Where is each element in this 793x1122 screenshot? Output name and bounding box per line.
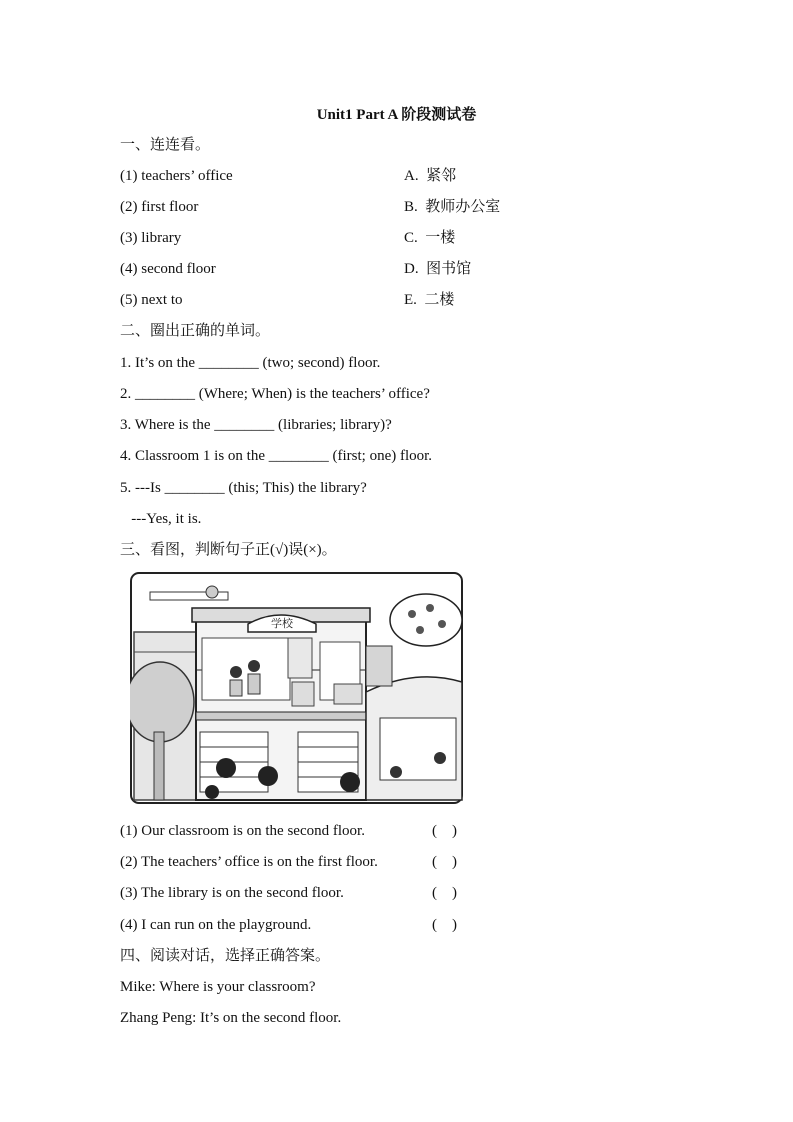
judge-item-1: (1) Our classroom is on the second floor. [120, 823, 365, 839]
section3-heading: 三、看图，判断句子正(√)误(×)。 [120, 542, 337, 558]
circle-question-3: 3. Where is the ________ (libraries; library)? [120, 417, 392, 433]
circle-question-2: 2. ________ (Where; When) is the teachers’ office? [120, 386, 430, 402]
dialogue-line-1: Mike: Where is your classroom? [120, 979, 316, 995]
match-left-1: (1) teachers’ office [120, 168, 233, 184]
school-illustration [130, 572, 463, 804]
circle-question-5: 5. ---Is ________ (this; This) the library? [120, 480, 367, 496]
judge-item-2: (2) The teachers’ office is on the first floor. [120, 854, 378, 870]
match-left-3: (3) library [120, 230, 182, 246]
match-right-b: B. 教师办公室 [404, 199, 501, 215]
answer-bracket-3[interactable]: ( ) [432, 885, 457, 901]
circle-question-5-answer: ---Yes, it is. [120, 511, 202, 527]
match-right-d: D. 图书馆 [404, 261, 472, 277]
match-left-4: (4) second floor [120, 261, 216, 277]
school-sign-text: 学校 [271, 617, 293, 630]
answer-bracket-1[interactable]: ( ) [432, 823, 457, 839]
child-figure [206, 586, 218, 598]
dialogue-line-2: Zhang Peng: It’s on the second floor. [120, 1010, 342, 1026]
match-left-2: (2) first floor [120, 199, 199, 215]
page-title: Unit1 Part A 阶段测试卷 [316, 107, 477, 123]
match-right-c: C. 一楼 [404, 230, 456, 246]
answer-bracket-2[interactable]: ( ) [432, 854, 457, 870]
match-right-e: E. 二楼 [404, 292, 455, 308]
match-right-a: A. 紧邻 [404, 168, 457, 184]
circle-question-4: 4. Classroom 1 is on the ________ (first; one) floor. [120, 448, 433, 464]
judge-item-3: (3) The library is on the second floor. [120, 885, 344, 901]
match-left-5: (5) next to [120, 292, 183, 308]
circle-question-1: 1. It’s on the ________ (two; second) floor. [120, 355, 381, 371]
judge-item-4: (4) I can run on the playground. [120, 917, 312, 933]
section4-heading: 四、阅读对话，选择正确答案。 [120, 948, 331, 964]
section2-heading: 二、圈出正确的单词。 [120, 323, 271, 339]
section1-heading: 一、连连看。 [120, 137, 211, 153]
answer-bracket-4[interactable]: ( ) [432, 917, 457, 933]
